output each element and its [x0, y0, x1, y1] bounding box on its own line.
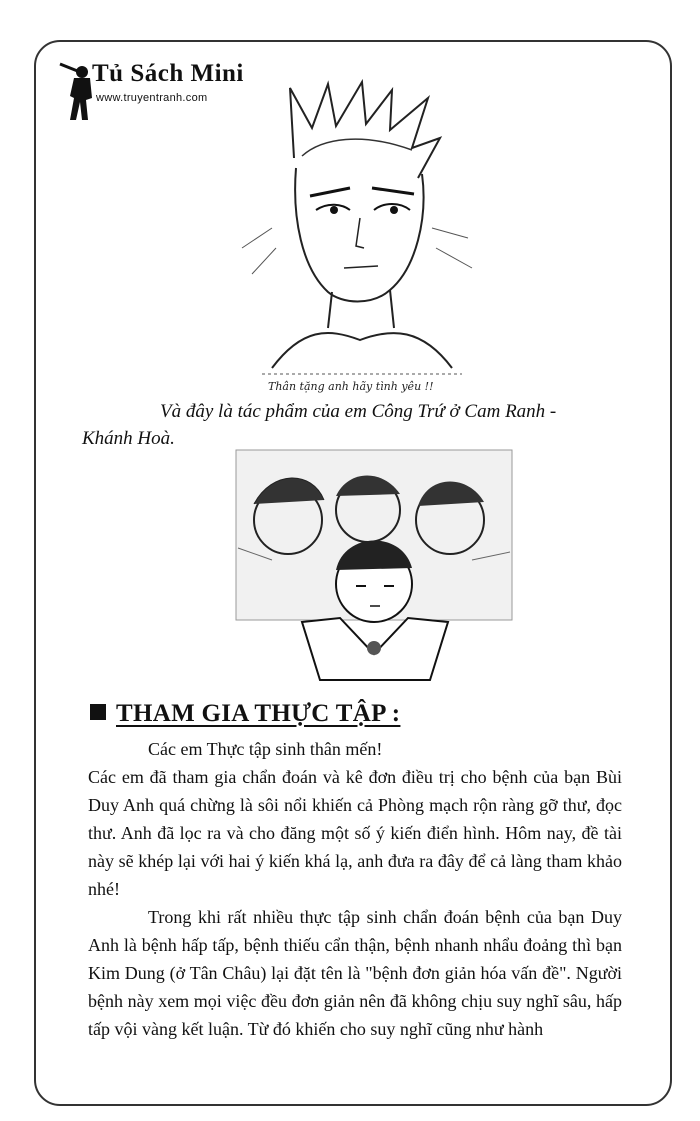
article-body	[88, 735, 622, 1043]
logo-title: Tủ Sách Mini	[92, 60, 244, 87]
section-heading	[90, 700, 400, 728]
bullet-square-icon	[90, 704, 106, 720]
manga-group-illustration	[232, 440, 516, 690]
greeting: Các em Thực tập sinh thân mến!	[148, 739, 383, 759]
section-heading-text: THAM GIA THỰC TẬP :	[116, 700, 401, 727]
caption-line-1: Và đây là tác phẩm của em Công Trứ ở Cam Ranh -	[160, 401, 557, 422]
paragraph-1: Các em đã tham gia chẩn đoán và kê đơn điều trị cho bệnh của bạn Bùi Duy Anh quá chừng là sôi nổi khiến cả Phòng mạch rộn ràng gỡ thư, đọc thư. Anh đã lọc ra và cho đăng một số ý kiến điển hình. Hôm nay, đề tài này sẽ khép lại với hai ý kiến khá lạ, anh đưa ra đây để cả làng tham khảo nhé!	[88, 767, 622, 899]
handwritten-caption: Thân tặng anh hãy tình yêu !!	[268, 380, 434, 393]
paragraph-2: Trong khi rất nhiều thực tập sinh chẩn đoán bệnh của bạn Duy Anh là bệnh hấp tấp, bệnh thiếu cẩn thận, bệnh nhanh nhẩu đoảng thì bạn Kim Dung (ở Tân Châu) lại đặt tên là "bệnh đơn giản hóa vấn đề". Người bệnh này xem mọi việc đều đơn giản nên đã không chịu suy nghĩ sâu, hấp tấp vội vàng kết luận. Từ đó khiến cho suy nghĩ cũng như hành	[88, 907, 622, 1039]
logo-url: www.truyentranh.com	[96, 92, 208, 104]
logo	[58, 58, 258, 128]
manga-portrait-illustration	[232, 78, 484, 396]
caption-line-2: Khánh Hoà.	[82, 428, 175, 449]
